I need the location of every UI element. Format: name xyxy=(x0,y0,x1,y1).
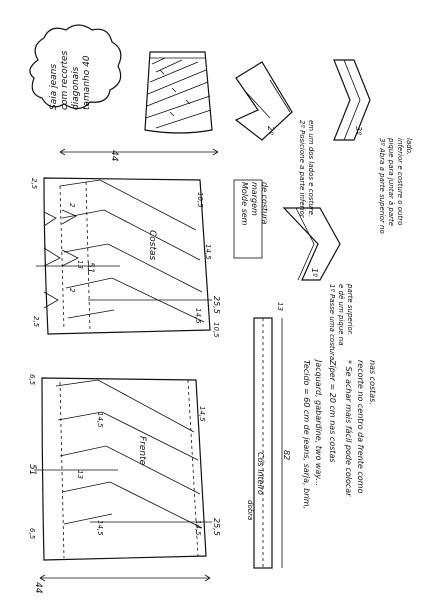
back-measure-b: 2 xyxy=(68,203,76,208)
front-bottom-corner: 6,5 xyxy=(28,528,36,540)
step-1-num: 1º xyxy=(310,268,319,277)
back-hip: 25,5 xyxy=(212,296,221,314)
note-fabric-1: Tecido = 60 cm de jeans, sarja, brim, xyxy=(302,360,311,510)
step-1-diagram xyxy=(284,208,354,360)
step-3-num: 3º xyxy=(354,126,363,135)
back-piece-name: Costas xyxy=(147,230,157,261)
title-line-2: com recortes xyxy=(60,50,70,110)
no-seam-line-1: Molde sem xyxy=(240,182,249,226)
top-dimension xyxy=(60,149,218,162)
note-tip-3: nas costas. xyxy=(368,360,377,405)
back-measure-d: 2,5 xyxy=(32,316,40,328)
title-cloud xyxy=(30,25,121,110)
back-measure-h: 10,5 xyxy=(212,322,220,338)
step-2-text-2: em um dos lados e costure. xyxy=(307,120,315,218)
title-line-4: tamanho 40 xyxy=(82,55,92,110)
step-1-text-1: 1º Passe uma costura xyxy=(328,284,336,361)
front-height: 51 xyxy=(27,464,37,476)
step-3-text-3: inferior e costure o outro xyxy=(396,138,404,226)
back-diag-label: 13 xyxy=(76,260,84,269)
front-hip: 25,5 xyxy=(212,518,221,536)
front-width: 44 xyxy=(33,582,43,594)
step-3-text-1: 3º Abra a parte superior no xyxy=(378,138,386,234)
no-seam-note xyxy=(234,180,269,258)
step-3-text-4: lado. xyxy=(405,138,413,156)
back-measure-g: 14,5 xyxy=(194,308,202,324)
title-line-3: diagonais xyxy=(71,66,81,110)
step-3-diagram xyxy=(334,60,413,234)
top-dim-label: 44 xyxy=(109,150,119,162)
note-zipper: Zíper = 20 cm nas costas xyxy=(328,360,337,463)
note-tip-1: * Se achar mais fácil pode colocar xyxy=(344,360,353,497)
no-seam-line-2: margem xyxy=(250,182,259,216)
step-1-text-2: e dê um pique na xyxy=(337,284,345,346)
front-diag-label: 13 xyxy=(76,470,84,479)
front-measure-low-left: 14,5 xyxy=(96,520,104,536)
waistband-length: 82 xyxy=(282,450,291,461)
step-2-num: 2º xyxy=(266,126,275,135)
no-seam-line-3: de costura xyxy=(260,182,269,225)
back-measure-f: 14,5 xyxy=(204,244,212,260)
fold-label: dobra xyxy=(246,500,254,521)
waistband-label: Cós inteiro xyxy=(256,452,265,495)
back-measure-e: 10,5 xyxy=(196,192,204,208)
back-height: 51 xyxy=(85,262,95,274)
back-measure-a: 2,5 xyxy=(30,178,38,190)
front-measure-right: 14,5 xyxy=(198,406,206,422)
waistband xyxy=(254,302,291,568)
step-2-text-1: 2º Posicione a parte inferior xyxy=(298,120,306,218)
front-measure-low-right: 14,5 xyxy=(194,520,202,536)
note-fabric-2: Jacquard, gabardine, two way... xyxy=(314,360,323,487)
front-top-corner: 6,5 xyxy=(28,374,36,386)
front-measure-left: 14,5 xyxy=(96,412,104,428)
back-piece xyxy=(30,178,221,338)
front-piece xyxy=(27,374,254,594)
notes xyxy=(302,358,377,509)
back-measure-c: 2 xyxy=(68,288,76,293)
title-line-1: Saia jeans xyxy=(49,63,59,110)
waistband-width: 13 xyxy=(276,302,284,311)
front-piece-name: Frente xyxy=(137,436,147,466)
step-3-text-2: pique para juntar à parte xyxy=(387,138,395,227)
step-1-text-3: parte superior. xyxy=(346,284,354,336)
note-tip-2: recorte no centro da frente como xyxy=(356,360,365,494)
skirt-illustration xyxy=(145,52,212,133)
